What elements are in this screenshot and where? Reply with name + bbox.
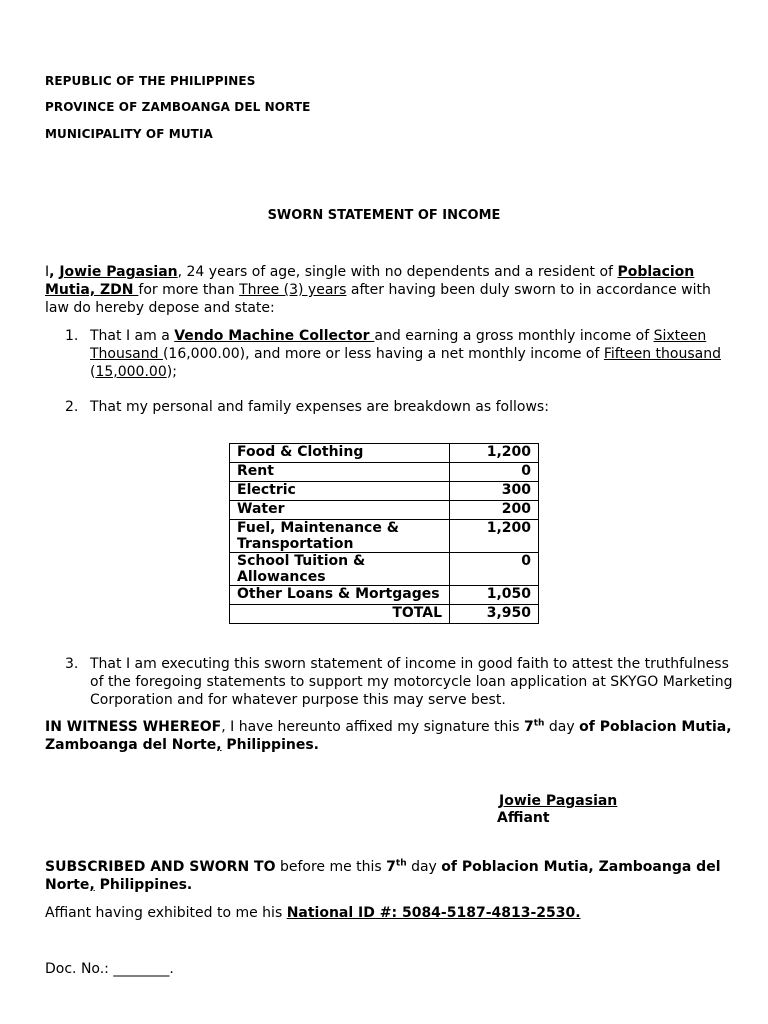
affiant-address: Poblacion Mutia, ZDN bbox=[45, 264, 695, 298]
item1-text4: ( bbox=[90, 364, 96, 380]
witness-day-suffix: th bbox=[533, 718, 545, 729]
signature-name: Jowie Pagasian bbox=[499, 793, 618, 809]
net-income-number: 15,000.00 bbox=[95, 364, 167, 380]
expense-value: 0 bbox=[450, 553, 539, 586]
item-number: 3. bbox=[65, 656, 79, 672]
expense-value: 1,050 bbox=[450, 586, 539, 605]
subscribed-lead: SUBSCRIBED AND SWORN TO bbox=[45, 859, 276, 875]
id-paragraph bbox=[45, 904, 735, 922]
witness-lead: IN WITNESS WHEREOF bbox=[45, 719, 222, 735]
subscribed-text1: before me this bbox=[275, 859, 387, 875]
intro-text3: after having been duly sworn to in accordance with law do hereby depose and state: bbox=[45, 282, 711, 316]
expense-label: School Tuition & Allowances bbox=[230, 553, 450, 586]
expense-label: Food & Clothing bbox=[230, 444, 450, 463]
residence-duration: Three (3) years bbox=[239, 282, 347, 298]
gross-income-words: Sixteen Thousand bbox=[90, 328, 707, 362]
affiant-signature-block bbox=[497, 793, 617, 827]
subscribed-day-suffix: th bbox=[395, 858, 407, 869]
table-row bbox=[230, 444, 539, 463]
document-title: SWORN STATEMENT OF INCOME bbox=[267, 208, 501, 223]
intro-paragraph bbox=[45, 263, 735, 317]
expense-value: 300 bbox=[450, 482, 539, 501]
statement-item-1 bbox=[65, 327, 735, 381]
witness-paragraph bbox=[45, 718, 735, 754]
table-row bbox=[230, 463, 539, 482]
signature-role: Affiant bbox=[497, 810, 550, 826]
occupation: Vendo Machine Collector bbox=[174, 328, 375, 344]
item-number: 2. bbox=[65, 399, 79, 415]
item-number: 1. bbox=[65, 328, 79, 344]
header-municipality: MUNICIPALITY OF MUTIA bbox=[45, 127, 213, 141]
expense-label: Electric bbox=[230, 482, 450, 501]
expense-value: 200 bbox=[450, 501, 539, 520]
witness-comma: , bbox=[216, 737, 222, 753]
table-row bbox=[230, 501, 539, 520]
expense-value: 1,200 bbox=[450, 444, 539, 463]
intro-text1: , 24 years of age, single with no dependents and a resident of bbox=[177, 264, 618, 280]
total-row bbox=[230, 605, 539, 624]
item2-text: That my personal and family expenses are breakdown as follows: bbox=[90, 399, 549, 415]
subscribed-paragraph bbox=[45, 858, 735, 894]
item1-text2: and earning a gross monthly income of bbox=[374, 328, 654, 344]
intro-text2: for more than bbox=[138, 282, 240, 298]
subscribed-country: Philippines. bbox=[94, 877, 193, 893]
witness-text1: , I have hereunto affixed my signature this bbox=[221, 719, 524, 735]
table-row bbox=[230, 520, 539, 553]
expense-value: 1,200 bbox=[450, 520, 539, 553]
expense-value: 0 bbox=[450, 463, 539, 482]
national-id: National ID #: 5084-5187-4813-2530. bbox=[286, 905, 581, 921]
expenses-table bbox=[229, 443, 539, 624]
expense-label: Water bbox=[230, 501, 450, 520]
intro-i: I bbox=[45, 264, 50, 280]
expense-label: Other Loans & Mortgages bbox=[230, 586, 450, 605]
subscribed-day: 7 bbox=[386, 859, 396, 875]
table-row bbox=[230, 586, 539, 605]
item1-text5: ); bbox=[166, 364, 177, 380]
statement-item-3 bbox=[65, 655, 735, 709]
total-value: 3,950 bbox=[450, 605, 539, 624]
subscribed-comma: , bbox=[89, 877, 95, 893]
table-row bbox=[230, 553, 539, 586]
item3-text: That I am executing this sworn statement of income in good faith to attest the truthfulness of the foregoing statements to support my motorcycle loan application at SKYGO Marketing Corporation and for whatever purpose this may serve best. bbox=[90, 656, 733, 708]
table-row bbox=[230, 482, 539, 501]
subscribed-text2: day bbox=[406, 859, 442, 875]
witness-place: of Poblacion Mutia, Zamboanga del Norte bbox=[45, 719, 732, 753]
header-republic: REPUBLIC OF THE PHILIPPINES bbox=[45, 74, 256, 88]
total-label: TOTAL bbox=[230, 605, 450, 624]
header-province: PROVINCE OF ZAMBOANGA DEL NORTE bbox=[45, 100, 311, 114]
id-text: Affiant having exhibited to me his bbox=[45, 905, 287, 921]
doc-number: Doc. No.: ________. bbox=[45, 961, 174, 977]
net-income-words: Fifteen thousand bbox=[603, 346, 721, 362]
subscribed-place: of Poblacion Mutia, Zamboanga del Norte bbox=[45, 859, 721, 893]
item1-text1: That I am a bbox=[90, 328, 175, 344]
witness-text2: day bbox=[544, 719, 580, 735]
expense-label: Rent bbox=[230, 463, 450, 482]
item1-text3: (16,000.00), and more or less having a net monthly income of bbox=[162, 346, 604, 362]
statement-item-2 bbox=[65, 398, 735, 416]
witness-day: 7 bbox=[524, 719, 534, 735]
witness-country: Philippines. bbox=[221, 737, 319, 753]
intro-comma: , bbox=[49, 264, 60, 280]
affiant-name: Jowie Pagasian bbox=[59, 264, 178, 280]
expense-label: Fuel, Maintenance & Transportation bbox=[230, 520, 450, 553]
